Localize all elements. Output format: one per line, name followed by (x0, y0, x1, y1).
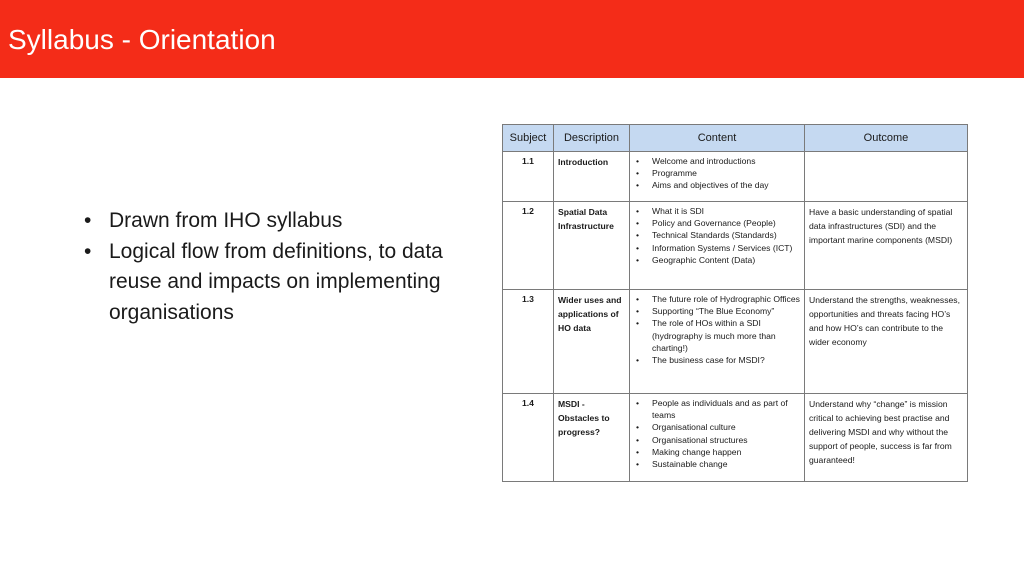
table-row (503, 394, 968, 482)
content-item: • Supporting “The Blue Economy” (636, 306, 775, 317)
column-header: Outcome (805, 125, 968, 152)
content-item: • Organisational structures (636, 434, 748, 445)
subject-cell: 1.3 (503, 290, 554, 394)
description-cell: Spatial Data Infrastructure (554, 202, 630, 290)
slide-title: Syllabus - Orientation (8, 24, 276, 55)
bullet-text: Drawn from IHO syllabus (109, 209, 343, 232)
bullet-dot-icon: • (636, 294, 640, 304)
bullet-dot-icon: • (84, 239, 92, 263)
description-cell: Introduction (554, 152, 630, 202)
column-header: Subject (503, 125, 554, 152)
bullet-dot-icon: • (636, 306, 640, 317)
bullet-dot-icon: • (636, 254, 640, 265)
bullet-dot-icon: • (636, 218, 640, 229)
bullet-dot-icon: • (636, 168, 640, 179)
bullet-item (84, 206, 494, 237)
table-row (503, 152, 968, 202)
content-item: • Making change happen (636, 446, 742, 457)
content-item: • Organisational culture (636, 422, 736, 433)
content-cell (630, 202, 805, 290)
bullet-list (84, 206, 494, 328)
bullet-dot-icon: • (636, 206, 640, 216)
description-cell: MSDI - Obstacles to progress? (554, 394, 630, 482)
content-cell (630, 290, 805, 394)
column-header: Description (554, 125, 630, 152)
content-item: • Geographic Content (Data) (636, 254, 756, 265)
bullet-dot-icon: • (636, 242, 640, 253)
bullet-dot-icon: • (636, 180, 640, 191)
outcome-cell: Understand why “change” is mission critical to achieving best practise and delivering MSDI and why without the support of people, success is far from guaranteed! (805, 394, 968, 482)
outcome-cell: Understand the strengths, weaknesses, opportunities and threats facing HO’s and how HO’s can contribute to the wider economy (805, 290, 968, 394)
bullet-dot-icon: • (636, 230, 640, 241)
content-item: • People as individuals and as part of teams (636, 398, 788, 421)
content-item: • The business case for MSDI? (636, 355, 765, 366)
syllabus-table (502, 124, 968, 482)
content-item: • The future role of Hydrographic Offices (636, 294, 800, 304)
content-item: • Technical Standards (Standards) (636, 230, 777, 241)
syllabus-table-image (502, 124, 967, 480)
content-item: • What it is SDI (636, 206, 705, 216)
content-item: • The role of HOs within a SDI (hydrography is much more than charting!) (636, 318, 776, 353)
column-header: Content (630, 125, 805, 152)
bullet-dot-icon: • (636, 422, 640, 433)
title-bar (0, 0, 1024, 78)
content-item: • Aims and objectives of the day (636, 180, 769, 191)
description-cell: Wider uses and applications of HO data (554, 290, 630, 394)
bullet-dot-icon: • (636, 459, 640, 470)
outcome-cell (805, 152, 968, 202)
content-item: • Programme (636, 168, 697, 179)
subject-cell: 1.2 (503, 202, 554, 290)
table-row (503, 290, 968, 394)
content-item: • Sustainable change (636, 459, 728, 470)
bullet-text: Logical flow from definitions, to data reuse and impacts on implementing organisations (109, 239, 443, 324)
bullet-dot-icon: • (636, 355, 640, 366)
bullet-item (84, 237, 494, 329)
outcome-cell: Have a basic understanding of spatial data infrastructures (SDI) and the important marine components (MSDI) (805, 202, 968, 290)
bullet-dot-icon: • (84, 209, 92, 232)
bullet-dot-icon: • (636, 156, 640, 166)
bullet-dot-icon: • (636, 318, 640, 329)
table-row (503, 202, 968, 290)
table-header-row (503, 125, 968, 152)
content-cell (630, 152, 805, 202)
subject-cell: 1.1 (503, 152, 554, 202)
content-item: • Welcome and introductions (636, 156, 756, 166)
subject-cell: 1.4 (503, 394, 554, 482)
content-item: • Policy and Governance (People) (636, 218, 776, 229)
bullet-dot-icon: • (636, 434, 640, 445)
bullet-dot-icon: • (636, 398, 640, 408)
content-item: • Information Systems / Services (ICT) (636, 242, 793, 253)
content-cell (630, 394, 805, 482)
bullet-dot-icon: • (636, 446, 640, 457)
